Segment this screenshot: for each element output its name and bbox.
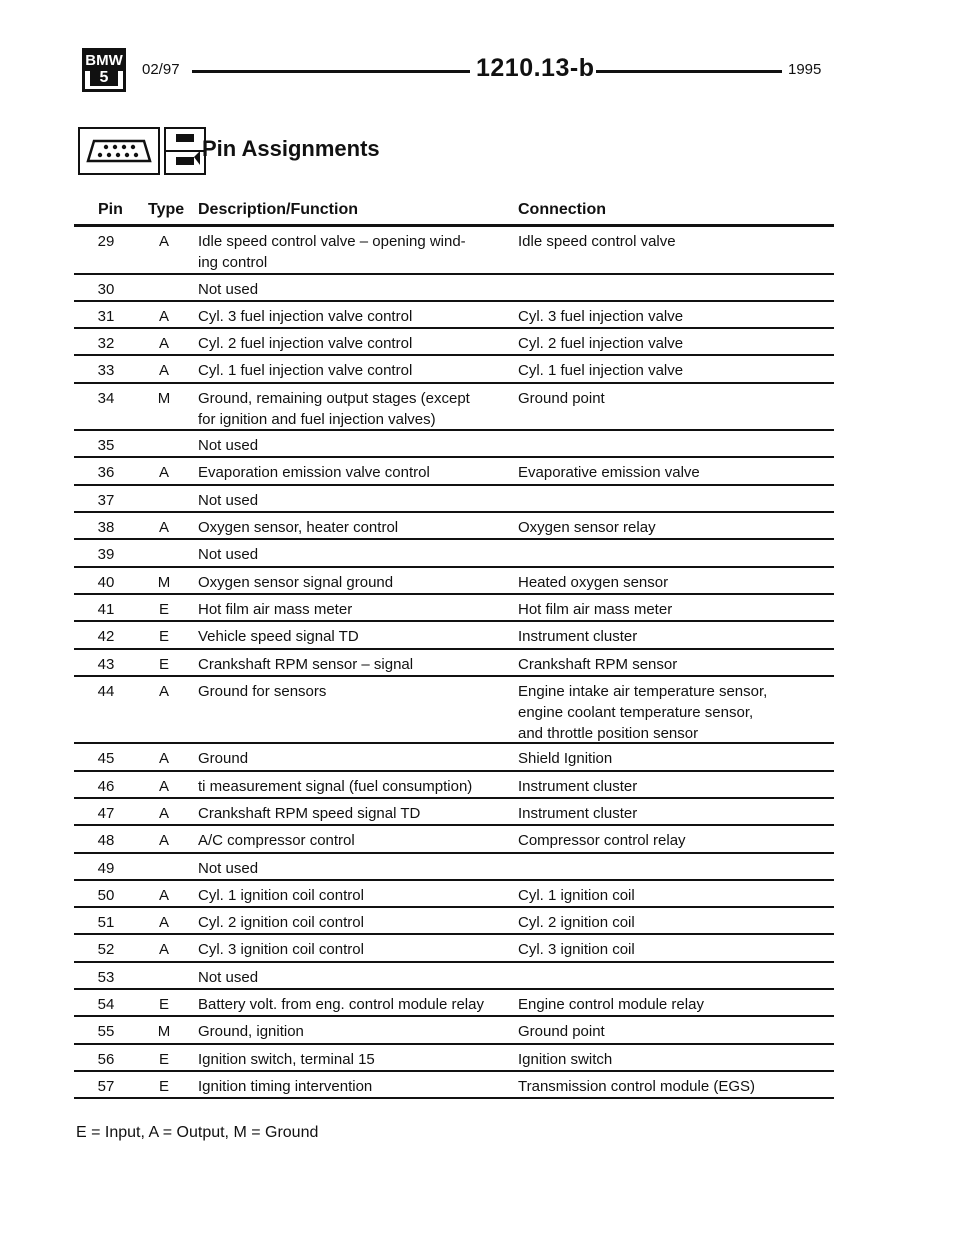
cell-pin: 51	[97, 914, 115, 932]
control-module-icon	[164, 127, 206, 175]
table-row	[74, 384, 834, 432]
cell-description: Cyl. 3 fuel injection valve control	[198, 307, 413, 325]
table-row	[74, 854, 834, 881]
cell-type: A	[158, 804, 169, 822]
cell-description: Ignition switch, terminal 15	[198, 1050, 375, 1068]
cell-type: A	[158, 777, 169, 795]
table-row	[74, 302, 834, 329]
cell-type: A	[158, 362, 169, 380]
table-row	[74, 540, 834, 567]
cell-description: Evaporation emission valve control	[198, 464, 430, 482]
cell-pin: 47	[97, 804, 115, 822]
table-row	[74, 799, 834, 826]
cell-description: Not used	[198, 491, 259, 509]
cell-pin: 30	[97, 280, 115, 298]
cell-pin: 46	[97, 777, 115, 795]
cell-type: M	[157, 573, 171, 591]
section-title: Pin Assignments	[202, 136, 380, 161]
header-rule-right	[596, 70, 782, 73]
header-date: 02/97	[142, 61, 180, 78]
cell-pin: 54	[97, 996, 115, 1014]
table-row	[74, 622, 834, 649]
table-row	[74, 881, 834, 908]
bmw-5-series-logo	[82, 48, 126, 92]
table-row	[74, 356, 834, 383]
column-header-type: Type	[148, 201, 185, 218]
table-row	[74, 568, 834, 595]
table-row	[74, 329, 834, 356]
cell-connection: Cyl. 1 ignition coil	[518, 886, 635, 904]
table-row	[74, 963, 834, 990]
cell-description: Cyl. 1 ignition coil control	[198, 886, 364, 904]
cell-pin: 36	[97, 464, 115, 482]
cell-pin: 37	[97, 491, 115, 509]
cell-type: E	[158, 655, 169, 673]
document-number: 1210.13-b	[476, 54, 595, 82]
cell-type: A	[158, 233, 169, 250]
table-row	[74, 744, 834, 771]
cell-pin: 44	[97, 682, 115, 700]
cell-description: Ground	[198, 750, 249, 768]
column-header-pin: Pin	[98, 201, 123, 218]
cell-description: Not used	[198, 280, 259, 298]
cell-pin: 31	[97, 307, 115, 325]
page-header	[82, 48, 822, 92]
cell-pin: 33	[97, 362, 115, 380]
table-header-row	[74, 196, 834, 227]
cell-connection: Cyl. 3 fuel injection valve	[518, 307, 684, 325]
cell-connection: Crankshaft RPM sensor	[518, 655, 678, 673]
cell-type: E	[158, 1050, 169, 1068]
cell-connection: Ignition switch	[518, 1050, 613, 1068]
cell-type: A	[158, 307, 169, 325]
cell-pin: 35	[97, 437, 115, 455]
cell-description: Cyl. 2 ignition coil control	[198, 914, 364, 932]
cell-pin: 40	[97, 573, 115, 591]
table-row	[74, 431, 834, 458]
cell-description: Ground for sensors	[198, 682, 327, 700]
logo-series-text: 5	[90, 70, 118, 86]
cell-description: Not used	[198, 437, 259, 455]
table-row	[74, 826, 834, 853]
cell-type: M	[157, 1023, 171, 1041]
type-legend-footnote: E = Input, A = Output, M = Ground	[76, 1124, 319, 1141]
cell-connection: Engine control module relay	[518, 996, 704, 1014]
cell-connection: Heated oxygen sensor	[518, 573, 669, 591]
table-row	[74, 650, 834, 677]
cell-connection: Cyl. 2 fuel injection valve	[518, 335, 684, 353]
cell-pin: 39	[97, 546, 115, 564]
cell-description: ti measurement signal (fuel consumption)	[198, 777, 473, 795]
cell-type: A	[158, 941, 169, 959]
cell-pin: 56	[97, 1050, 115, 1068]
cell-description: Crankshaft RPM sensor – signal	[198, 655, 414, 673]
cell-type: M	[157, 389, 171, 407]
table-row	[74, 990, 834, 1017]
cell-pin: 52	[97, 941, 115, 959]
cell-pin: 53	[97, 968, 115, 986]
cell-connection: Ground point	[518, 389, 605, 407]
cell-type: A	[158, 519, 169, 537]
cell-connection: Compressor control relay	[518, 832, 686, 850]
column-header-description: Description/Function	[198, 201, 358, 218]
cell-description: Idle speed control valve – opening wind- ing control	[198, 233, 466, 271]
cell-type: E	[158, 628, 169, 646]
cell-pin: 41	[97, 600, 115, 618]
cell-connection: Cyl. 1 fuel injection valve	[518, 362, 684, 380]
table-row	[74, 1017, 834, 1044]
cell-connection: Instrument cluster	[518, 804, 638, 822]
table-row	[74, 275, 834, 302]
connector-plug-icon	[78, 127, 160, 175]
table-row	[74, 486, 834, 513]
table-row	[74, 908, 834, 935]
cell-connection: Hot film air mass meter	[518, 600, 673, 618]
cell-pin: 45	[97, 750, 115, 768]
cell-description: Not used	[198, 968, 259, 986]
cell-pin: 43	[97, 655, 115, 673]
cell-pin: 48	[97, 832, 115, 850]
cell-connection: Oxygen sensor relay	[518, 519, 656, 537]
header-year: 1995	[788, 61, 822, 78]
cell-type: A	[158, 464, 169, 482]
cell-type: E	[158, 996, 169, 1014]
cell-type: A	[158, 832, 169, 850]
cell-description: Oxygen sensor, heater control	[198, 519, 399, 537]
table-row	[74, 1072, 834, 1099]
cell-description: Battery volt. from eng. control module relay	[198, 996, 484, 1014]
cell-type: A	[158, 914, 169, 932]
cell-description: Oxygen sensor signal ground	[198, 573, 394, 591]
cell-description: Ground, remaining output stages (except for ignition and fuel injection valves)	[198, 389, 470, 428]
cell-description: Vehicle speed signal TD	[198, 628, 359, 646]
table-row	[74, 227, 834, 275]
cell-connection: Shield Ignition	[518, 750, 613, 768]
cell-connection: Instrument cluster	[518, 777, 638, 795]
cell-type: E	[158, 600, 169, 618]
cell-connection: Ground point	[518, 1023, 605, 1041]
table-row	[74, 677, 834, 745]
cell-connection: Idle speed control valve	[518, 233, 676, 250]
cell-description: Not used	[198, 546, 259, 564]
cell-pin: 34	[97, 389, 115, 407]
cell-description: Ground, ignition	[198, 1023, 304, 1041]
table-row	[74, 513, 834, 540]
table-row	[74, 1045, 834, 1072]
pin-assignment-table	[74, 196, 834, 1099]
cell-pin: 55	[97, 1023, 115, 1041]
cell-connection: Cyl. 2 ignition coil	[518, 914, 635, 932]
cell-connection: Evaporative emission valve	[518, 464, 700, 482]
table-row	[74, 595, 834, 622]
cell-pin: 29	[97, 233, 115, 250]
cell-type: A	[158, 750, 169, 768]
cell-connection: Cyl. 3 ignition coil	[518, 941, 635, 959]
cell-pin: 38	[97, 519, 115, 537]
table-body	[74, 227, 834, 1099]
cell-description: Not used	[198, 859, 259, 877]
cell-type: A	[158, 682, 169, 700]
table-row	[74, 772, 834, 799]
cell-pin: 49	[97, 859, 115, 877]
cell-pin: 32	[97, 335, 115, 353]
cell-connection: Instrument cluster	[518, 628, 638, 646]
table-row	[74, 458, 834, 485]
cell-type: A	[158, 335, 169, 353]
cell-description: Hot film air mass meter	[198, 600, 353, 618]
cell-description: Ignition timing intervention	[198, 1077, 373, 1095]
column-header-connection: Connection	[518, 201, 606, 218]
cell-pin: 57	[97, 1077, 115, 1095]
header-rule-left	[192, 70, 470, 73]
cell-pin: 50	[97, 886, 115, 904]
cell-description: Cyl. 2 fuel injection valve control	[198, 335, 413, 353]
logo-brand-text: BMW	[85, 52, 123, 69]
table-row	[74, 935, 834, 962]
cell-type: A	[158, 886, 169, 904]
cell-description: Crankshaft RPM speed signal TD	[198, 804, 421, 822]
cell-description: Cyl. 3 ignition coil control	[198, 941, 364, 959]
cell-connection: Engine intake air temperature sensor, engine coolant temperature sensor, and throttle position sensor	[518, 682, 768, 742]
cell-pin: 42	[97, 628, 115, 646]
cell-description: Cyl. 1 fuel injection valve control	[198, 362, 413, 380]
cell-connection: Transmission control module (EGS)	[518, 1077, 756, 1095]
cell-description: A/C compressor control	[198, 832, 355, 850]
cell-type: E	[158, 1077, 169, 1095]
